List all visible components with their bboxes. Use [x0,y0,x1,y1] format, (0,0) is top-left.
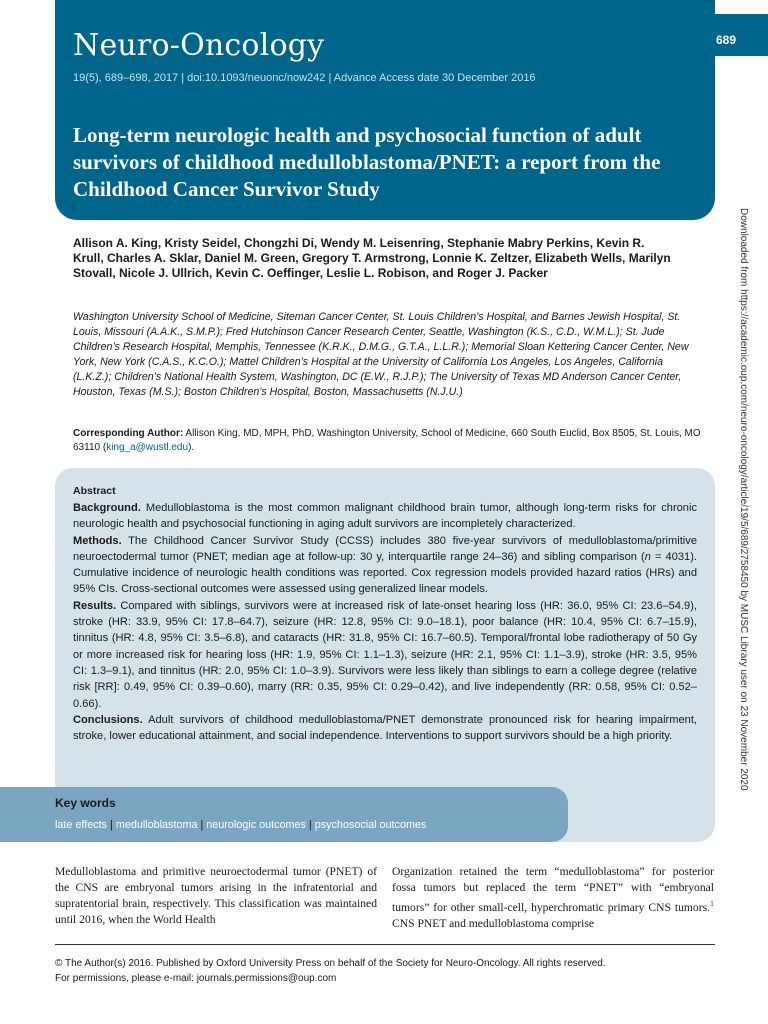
article-title: Long-term neurologic health and psychosocial function of adult survivors of childhood medulloblastoma/PNET: a report from the Childhood Cancer Survivor Study [73,123,661,201]
corresponding-text: Allison King, MD, MPH, PhD, Washington University, School of Medicine, 660 South Euclid, Box 8505, St. Louis, MO 63110 ( [73,428,701,453]
keyword-separator: | [110,819,113,831]
copyright-line: © The Author(s) 2016. Published by Oxford University Press on behalf of the Society for Neuro-Oncology. All rights reserved. [55,958,606,969]
affiliations: Washington University School of Medicine, Siteman Cancer Center, St. Louis Children’s Hospital, and Barnes Jewish Hospital, St. Louis, Missouri (A.A.K., S.M.P.); Fred Hutchinson Cancer Research Center, Seattle, Washington (K.S., C.D., W.M.L.); St. Jude Children’s Research Hospital, Memphis, Tennessee (K.R.K., D.M.G., G.T.A., L.L.R.); Memorial Sloan Kettering Cancer Center, New York, New York (C.A.S., K.C.O.); Mattel Children’s Hospital at the University of California Los Angeles, Los Angeles, California (L.K.Z.); Children’s National Health System, Washington, DC (E.W., R.J.P.); The University of Texas MD Anderson Cancer Center, Houston, Texas (M.S.); Boston Children’s Hospital, Boston, Massachusetts (N.J.U.) [73,311,689,398]
keyword-item[interactable]: neurologic outcomes [206,819,306,831]
corresponding-author [73,427,703,455]
methods-label: Methods. [73,534,122,547]
conclusions-text: Adult survivors of childhood medulloblastoma/PNET demonstrate pronounced risk for hearing impairment, stroke, lower educational attainment, and social independence. Interventions to support survivors should be a high priority. [73,713,697,743]
reference-link[interactable]: 1 [710,899,714,908]
methods-text-b: = 4031). Cumulative incidence of neurologic health conditions was reported. Cox regression models provided hazard ratios (HRs) and 95% CIs. Cross-sectional outcomes were assessed using generalized linear models. [73,550,697,596]
journal-title: Neuro-Oncology [73,28,325,63]
methods-text-a: The Childhood Cancer Survivor Study (CCSS) includes 380 five-year survivors of medulloblastoma/primitive neuroectodermal tumor (PNET; median age at follow-up: 30 y, interquartile range 24–36) and sibling comparison ( [73,534,697,563]
abstract-results [73,598,697,712]
keyword-separator: | [308,819,312,831]
citation-line: 19(5), 689–698, 2017 | doi:10.1093/neuonc/now242 | Advance Access date 30 December 2016 [73,72,536,84]
body-column-right [392,864,714,932]
background-label: Background. [73,502,141,514]
footer [55,956,606,986]
corresponding-close: ). [188,442,195,453]
background-text: Medulloblastoma is the most common malignant childhood brain tumor, although long-term risks for chronic neurologic health and psychosocial functioning in aging adult survivors are incompletely characterized. [73,502,697,531]
permissions-line: For permissions, please e-mail: journals.permissions@oup.com [55,973,337,984]
results-label: Results. [73,599,117,612]
abstract-body [73,500,697,744]
keyword-item[interactable]: late effects [55,819,108,831]
page-number: 689 [716,33,737,47]
keyword-item[interactable]: psychosocial outcomes [314,819,427,831]
keyword-separator: | [200,819,204,831]
abstract-background [73,500,697,533]
body-text-b: CNS PNET and medulloblastoma comprise [392,916,595,930]
email-link[interactable]: king_a@wustl.edu [106,442,189,453]
download-note: Downloaded from https://academic.oup.com/neuro-oncology/article/19/5/689/2758450 by MUSC Library user on 23 November 2020 [738,208,749,791]
footer-divider [55,944,715,945]
results-text: Compared with siblings, survivors were at increased risk of late-onset hearing loss (HR: 36.0, 95% CI: 23.6–54.9), stroke (HR: 33.9, 95% CI: 17.8–64.7), seizure (HR: 12.8, 95% CI: 9.0–18.1), poor balance (HR: 10.4, 95% CI: 6.7–15.9), tinnitus (HR: 4.8, 95% CI: 3.5–6.8), and cataracts (HR: 31.8, 95% CI: 16.7–60.5). Temporal/frontal lobe radiotherapy of 50 Gy or more increased risk for hearing loss (HR: 1.9, 95% CI: 1.1–1.3), seizure (HR: 2.1, 95% CI: 1.1–3.9), stroke (HR: 3.5, 95% CI: 1.3–9.1), and tinnitus (HR: 2.0, 95% CI: 1.0–3.9). Survivors were less likely than siblings to earn a college degree (relative risk [RR]: 0.49, 95% CI: 0.39–0.60), marry (RR: 0.35, 95% CI: 0.29–0.42), and live independently (RR: 0.58, 95% CI: 0.52–0.66). [73,599,697,710]
abstract-heading: Abstract [73,485,116,497]
keyword-item[interactable]: medulloblastoma [115,819,198,831]
conclusions-label: Conclusions. [73,713,143,726]
abstract-conclusions [73,712,697,745]
methods-n: n [644,550,651,563]
keywords-list [55,819,426,831]
keywords-heading: Key words [55,796,116,810]
author-list: Allison A. King, Kristy Seidel, Chongzhi Di, Wendy M. Leisenring, Stephanie Mabry Perkins, Kevin R. Krull, Charles A. Sklar, Daniel M. Green, Gregory T. Armstrong, Lonnie K. Zeltzer, Elizabeth Wells, Marilyn Stovall, Nicole J. Ullrich, Kevin C. Oeffinger, Leslie L. Robison, and Roger J. Packer [73,236,671,280]
abstract-methods [73,533,697,598]
body-column-left: Medulloblastoma and primitive neuroectodermal tumor (PNET) of the CNS are embryonal tumors arising in the infratentorial and supratentorial brain, respectively. This classification was maintained until 2016, when the World Health [55,865,377,926]
body-text-a: Organization retained the term “medulloblastoma” for posterior fossa tumors but replaced the term “PNET” with “embryonal tumors” for other small-cell, hyperchromatic primary CNS tumors. [392,865,714,914]
corresponding-label: Corresponding Author: [73,428,184,439]
